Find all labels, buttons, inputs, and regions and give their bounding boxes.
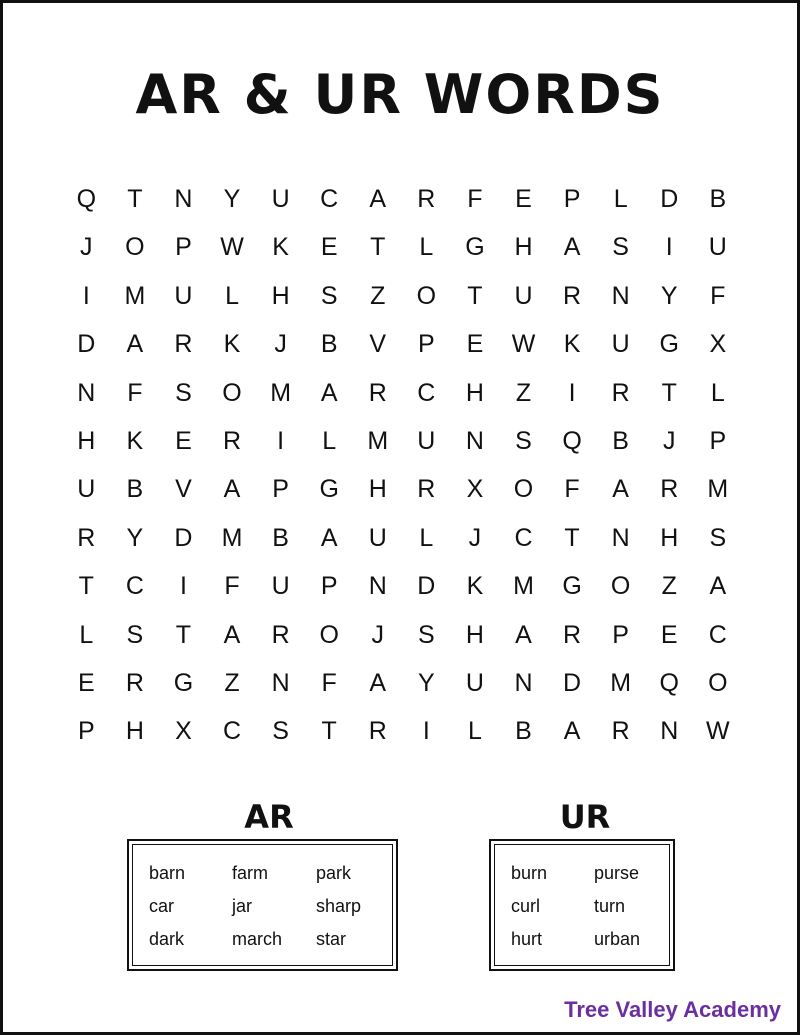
grid-letter: A [612, 475, 629, 504]
grid-letter: F [710, 281, 726, 310]
grid-letter: J [662, 426, 676, 455]
grid-letter: I [179, 572, 187, 601]
grid-letter: C [125, 572, 144, 601]
grid-letter: H [368, 475, 387, 504]
grid-letter: R [417, 185, 436, 213]
grid-letter: G [173, 668, 194, 697]
grid-letter: I [422, 717, 430, 746]
grid-letter: E [515, 185, 532, 213]
word-item: burn [511, 863, 548, 883]
grid-letter: T [467, 281, 483, 310]
grid-letter: N [77, 378, 96, 407]
grid-letter: D [660, 185, 679, 213]
grid-letter: P [563, 185, 581, 213]
grid-letter: H [271, 281, 290, 310]
grid-letter: B [709, 185, 727, 213]
letter-grid [62, 175, 742, 756]
grid-letter: O [319, 620, 339, 649]
grid-letter: O [125, 233, 145, 262]
grid-letter: H [125, 717, 144, 746]
word-item: urban [594, 929, 641, 949]
grid-row [62, 611, 742, 659]
word-item: park [316, 863, 352, 883]
grid-letter: G [319, 475, 339, 504]
grid-letter: M [124, 281, 146, 310]
grid-letter: J [80, 233, 93, 262]
grid-letter: Z [370, 281, 386, 310]
grid-row [62, 562, 742, 610]
grid-letter: C [320, 185, 339, 213]
grid-letter: X [709, 330, 727, 359]
word-item: march [232, 929, 283, 949]
grid-letter: L [419, 523, 434, 552]
grid-letter: P [175, 233, 192, 262]
ur-word-list [511, 861, 674, 960]
grid-letter: R [368, 378, 387, 407]
grid-letter: H [77, 426, 96, 455]
word-item: hurt [511, 929, 543, 949]
grid-letter: D [77, 330, 96, 359]
grid-letter: T [127, 185, 143, 213]
grid-letter: A [223, 620, 241, 649]
grid-letter: A [320, 378, 338, 407]
grid-letter: O [708, 668, 728, 697]
grid-letter: A [320, 523, 338, 552]
word-item: barn [149, 863, 186, 883]
grid-letter: A [563, 717, 581, 746]
grid-letter: H [465, 378, 484, 407]
grid-letter: D [417, 572, 436, 601]
grid-letter: L [322, 426, 337, 455]
grid-letter: E [77, 668, 95, 697]
grid-letter: R [125, 668, 144, 697]
grid-letter: P [709, 426, 727, 455]
grid-letter: G [465, 233, 485, 262]
grid-letter: W [706, 717, 730, 746]
grid-letter: F [127, 378, 143, 407]
grid-letter: D [174, 523, 193, 552]
grid-letter: X [175, 717, 192, 746]
grid-letter: A [369, 668, 387, 697]
grid-letter: P [77, 717, 95, 746]
grid-letter: U [271, 185, 290, 213]
grid-letter: Z [515, 378, 532, 407]
grid-row [62, 272, 742, 320]
grid-letter: G [562, 572, 582, 601]
grid-letter: M [513, 572, 534, 601]
grid-letter: A [563, 233, 581, 262]
grid-letter: L [79, 620, 94, 649]
grid-letter: T [370, 233, 386, 262]
grid-letter: O [222, 378, 242, 407]
grid-letter: S [272, 717, 289, 746]
grid-letter: Z [224, 668, 240, 697]
grid-letter: L [710, 378, 725, 407]
word-item: curl [511, 896, 541, 916]
grid-letter: K [272, 233, 289, 262]
grid-letter: B [320, 330, 338, 359]
grid-letter: F [224, 572, 240, 601]
ar-list-heading: AR [244, 798, 294, 836]
grid-row [62, 320, 742, 368]
grid-letter: B [126, 475, 144, 504]
grid-letter: N [174, 185, 193, 213]
grid-letter: R [271, 620, 290, 649]
grid-letter: I [568, 378, 576, 407]
grid-letter: Q [562, 426, 582, 455]
grid-letter: F [321, 668, 337, 697]
grid-letter: N [271, 668, 290, 697]
grid-letter: N [368, 572, 387, 601]
grid-letter: L [613, 185, 628, 213]
grid-letter: C [514, 523, 533, 552]
grid-letter: N [465, 426, 484, 455]
grid-letter: S [320, 281, 338, 310]
grid-letter: N [514, 668, 533, 697]
grid-letter: K [126, 426, 144, 455]
grid-row [62, 514, 742, 562]
grid-row [62, 175, 742, 223]
word-item: turn [594, 896, 626, 916]
grid-letter: R [417, 475, 436, 504]
grid-letter: R [174, 330, 193, 359]
grid-letter: F [467, 185, 483, 213]
grid-letter: R [660, 475, 679, 504]
grid-letter: H [660, 523, 679, 552]
grid-letter: N [660, 717, 679, 746]
grid-letter: K [563, 330, 581, 359]
grid-letter: W [511, 330, 536, 359]
grid-letter: B [515, 717, 532, 746]
grid-letter: U [708, 233, 727, 262]
grid-letter: D [563, 668, 582, 697]
grid-letter: H [514, 233, 533, 262]
grid-letter: P [320, 572, 338, 601]
word-item: dark [149, 929, 185, 949]
grid-letter: U [174, 281, 193, 310]
grid-letter: I [665, 233, 673, 262]
grid-letter: R [368, 717, 387, 746]
grid-letter: N [611, 281, 630, 310]
grid-letter: K [223, 330, 241, 359]
word-item: jar [232, 896, 253, 916]
grid-letter: N [611, 523, 630, 552]
grid-letter: I [82, 281, 90, 310]
grid-letter: T [564, 523, 580, 552]
grid-letter: Y [660, 281, 678, 310]
grid-letter: P [612, 620, 629, 649]
grid-letter: Y [417, 668, 435, 697]
ur-list-heading: UR [559, 798, 611, 836]
grid-letter: F [564, 475, 580, 504]
grid-letter: R [222, 426, 242, 455]
footer-brand: Tree Valley Academy [564, 997, 781, 1022]
ar-word-box [127, 839, 398, 971]
grid-letter: T [661, 378, 677, 407]
grid-letter: W [220, 233, 244, 262]
grid-letter: E [175, 426, 192, 455]
grid-letter: V [175, 475, 192, 504]
grid-letter: U [514, 281, 533, 310]
grid-letter: A [709, 572, 727, 601]
grid-letter: S [709, 523, 727, 552]
grid-row [62, 659, 742, 707]
grid-letter: R [563, 281, 582, 310]
grid-letter: I [277, 426, 285, 455]
grid-letter: U [271, 572, 290, 601]
grid-letter: S [126, 620, 144, 649]
word-item: star [316, 929, 347, 949]
grid-letter: V [369, 330, 387, 359]
grid-letter: M [367, 426, 389, 455]
grid-letter: Y [223, 185, 241, 213]
grid-letter: M [610, 668, 632, 697]
grid-letter: A [515, 620, 532, 649]
grid-letter: T [78, 572, 94, 601]
grid-letter: C [708, 620, 727, 649]
grid-letter: G [659, 330, 679, 359]
grid-letter: U [77, 475, 96, 504]
grid-letter: E [466, 330, 484, 359]
grid-letter: P [272, 475, 289, 504]
grid-row [62, 465, 742, 513]
ur-word-box [489, 839, 675, 971]
grid-letter: A [369, 185, 387, 213]
grid-letter: E [660, 620, 678, 649]
word-item: car [149, 896, 175, 916]
grid-letter: A [126, 330, 144, 359]
grid-letter: J [468, 523, 482, 552]
grid-row [62, 417, 742, 465]
grid-letter: R [611, 378, 630, 407]
grid-letter: L [225, 281, 239, 310]
grid-letter: S [175, 378, 192, 407]
grid-letter: A [223, 475, 241, 504]
grid-letter: U [368, 523, 387, 552]
grid-letter: S [612, 233, 629, 262]
grid-letter: L [419, 233, 434, 262]
grid-letter: B [272, 523, 289, 552]
word-item: sharp [316, 896, 362, 916]
grid-letter: L [467, 717, 482, 746]
grid-row [62, 707, 742, 755]
grid-letter: S [417, 620, 435, 649]
grid-letter: M [221, 523, 243, 552]
ar-word-list [149, 861, 396, 960]
page-title: AR & UR WORDS [135, 63, 665, 126]
grid-letter: S [515, 426, 532, 455]
grid-letter: U [465, 668, 484, 697]
grid-letter: E [320, 233, 338, 262]
grid-letter: R [563, 620, 582, 649]
grid-letter: K [466, 572, 484, 601]
grid-row [62, 369, 742, 417]
grid-letter: O [513, 475, 534, 504]
grid-letter: U [417, 426, 436, 455]
grid-letter: Z [661, 572, 677, 601]
grid-letter: T [175, 620, 192, 649]
grid-letter: Y [126, 523, 144, 552]
grid-letter: B [612, 426, 629, 455]
grid-letter: P [417, 330, 435, 359]
grid-letter: T [321, 717, 337, 746]
word-item: farm [232, 863, 268, 883]
word-item: purse [594, 863, 640, 883]
grid-letter: J [274, 330, 287, 359]
grid-letter: Q [76, 185, 97, 213]
grid-letter: R [611, 717, 630, 746]
grid-letter: Q [659, 668, 679, 697]
grid-letter: U [611, 330, 630, 359]
grid-letter: R [77, 523, 96, 552]
grid-letter: M [270, 378, 292, 407]
grid-row [62, 223, 742, 271]
grid-letter: O [610, 572, 631, 601]
grid-letter: X [466, 475, 484, 504]
grid-letter: C [417, 378, 436, 407]
grid-letter: O [416, 281, 437, 310]
grid-letter: C [222, 717, 242, 746]
grid-letter: H [465, 620, 484, 649]
grid-letter: M [707, 475, 729, 504]
grid-letter: J [371, 620, 384, 649]
